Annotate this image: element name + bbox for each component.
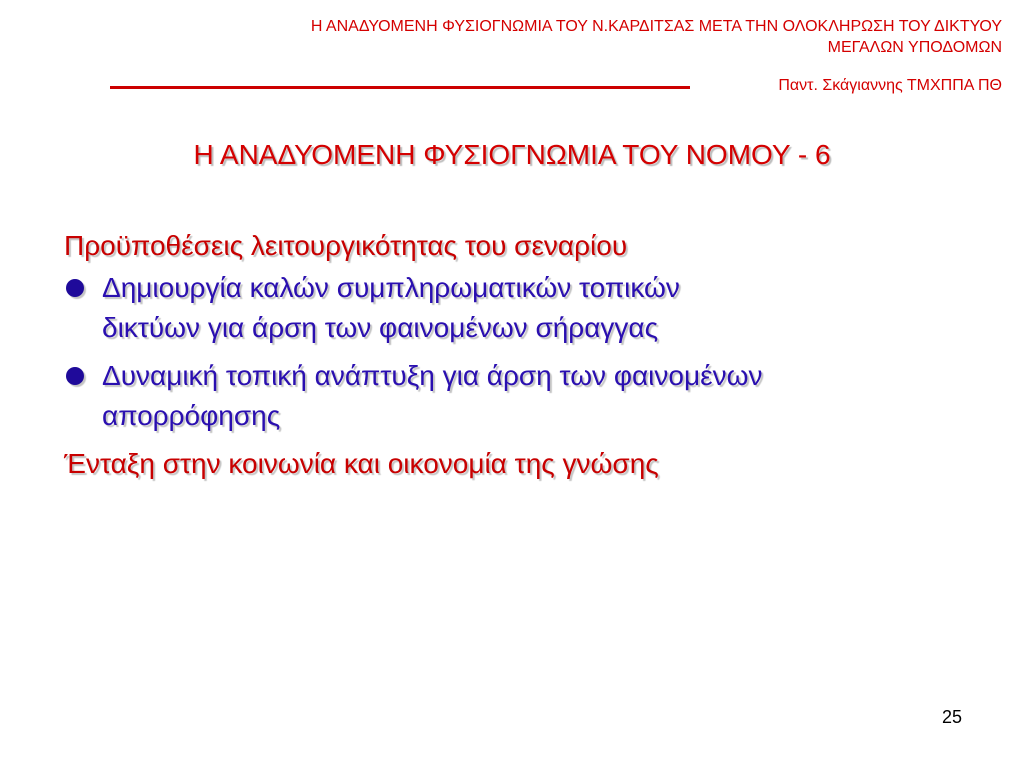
slide-body bbox=[64, 226, 994, 484]
bullet-dot-icon bbox=[66, 367, 84, 385]
header-title-line1: Η ΑΝΑΔΥΟΜΕΝΗ ΦΥΣΙΟΓΝΩΜΙΑ ΤΟΥ Ν.ΚΑΡΔΙΤΣΑΣ ΜΕΤΑ ΤΗΝ ΟΛΟΚΛΗΡΩΣΗ ΤΟΥ ΔΙΚΤΥΟΥ bbox=[310, 18, 1002, 35]
page-number: 25 bbox=[941, 707, 962, 727]
header-title bbox=[102, 16, 1002, 58]
bullet-text-line: Δημιουργία καλών συμπληρωματικών τοπικών bbox=[102, 272, 680, 303]
bullet-text-line: απορρόφησης bbox=[102, 400, 281, 431]
section-heading-knowledge-economy: Ένταξη στην κοινωνία και οικονομία της γνώσης bbox=[64, 448, 659, 479]
bullet-text-line: δικτύων για άρση των φαινομένων σήραγγας bbox=[102, 312, 659, 343]
header-title-line2: ΜΕΓΑΛΩΝ ΥΠΟΔΟΜΩΝ bbox=[827, 39, 1002, 56]
header-author: Παντ. Σκάγιαννης ΤΜΧΠΠΑ ΠΘ bbox=[778, 77, 1002, 94]
bullet-item bbox=[64, 356, 994, 436]
bullet-item bbox=[64, 268, 994, 348]
section-heading-prerequisites: Προϋποθέσεις λειτουργικότητας του σεναρίου bbox=[64, 230, 628, 261]
slide-title: Η ΑΝΑΔΥΟΜΕΝΗ ΦΥΣΙΟΓΝΩΜΙΑ ΤΟΥ ΝΟΜΟΥ - 6 bbox=[193, 139, 831, 170]
bullet-dot-icon bbox=[66, 279, 84, 297]
header-divider bbox=[110, 86, 690, 89]
bullet-text-line: Δυναμική τοπική ανάπτυξη για άρση των φαινομένων bbox=[102, 360, 763, 391]
